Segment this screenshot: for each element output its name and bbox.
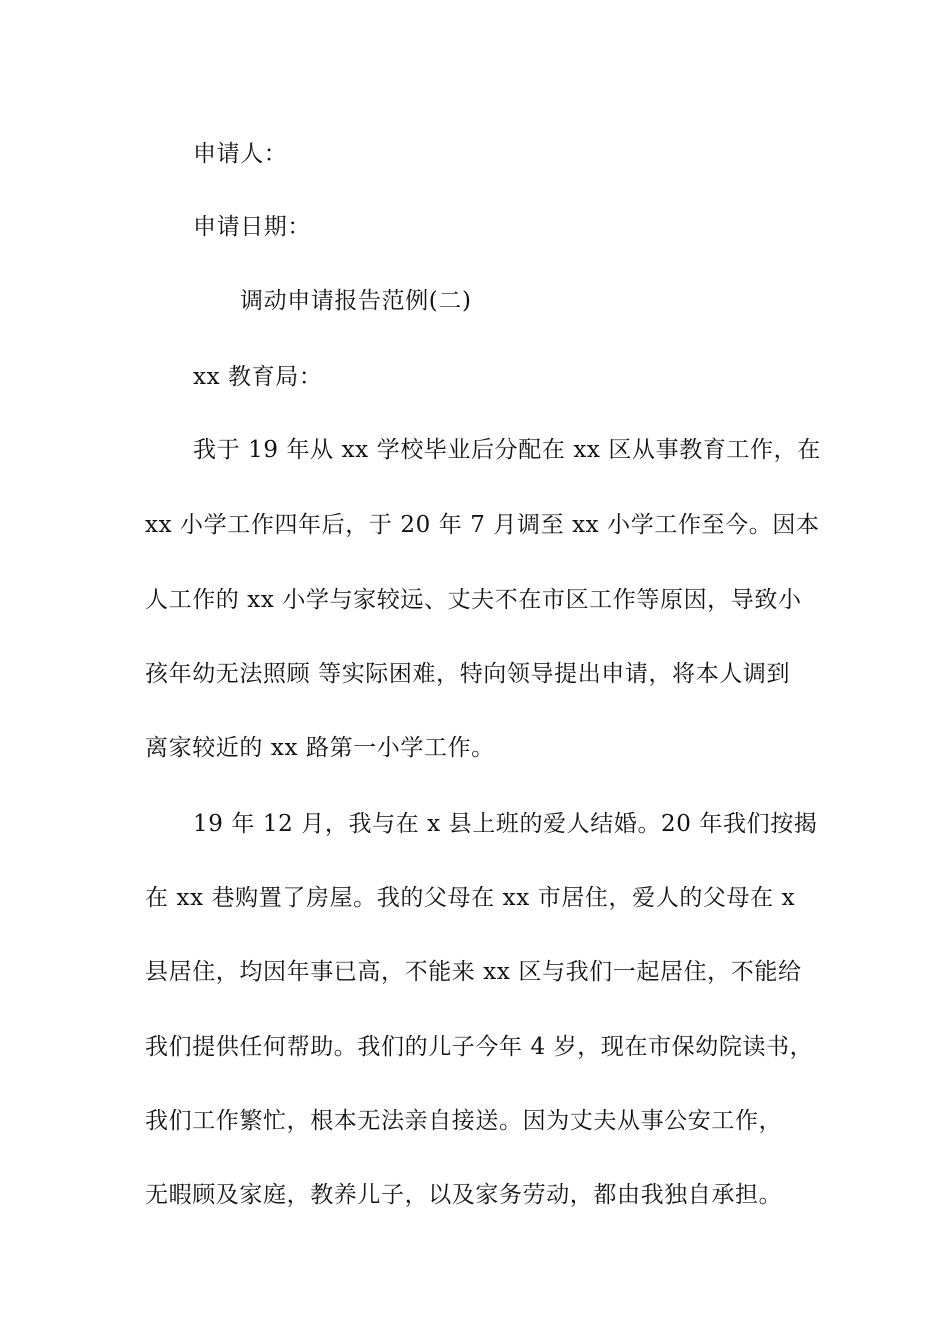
paragraph2-line: 19 年 12 月，我与在 x 县上班的爱人结婚。20 年我们按揭: [193, 811, 818, 837]
paragraph1-line: 我于 19 年从 xx 学校毕业后分配在 xx 区从事教育工作，在: [193, 437, 821, 463]
paragraph2-line: 在 xx 巷购置了房屋。我的父母在 xx 市居住，爱人的父母在 x: [145, 885, 796, 911]
paragraph1-line: 孩年幼无法照顾 等实际困难，特向领导提出申请，将本人调到: [145, 661, 791, 687]
applicant-label: 申请人：: [193, 141, 288, 167]
paragraph2-line: 我们提供任何帮助。我们的儿子今年 4 岁，现在市保幼院读书，: [145, 1034, 814, 1060]
recipient-line: xx 教育局：: [193, 364, 323, 390]
paragraph1-line: 人工作的 xx 小学与家较远、丈夫不在市区工作等原因，导致小: [145, 587, 802, 613]
paragraph2-line: 无暇顾及家庭，教养儿子，以及家务劳动，都由我独自承担。: [145, 1182, 783, 1208]
paragraph1-line: xx 小学工作四年后，于 20 年 7 月调至 xx 小学工作至今。因本: [145, 512, 820, 538]
paragraph2-line: 我们工作繁忙，根本无法亲自接送。因为丈夫从事公安工作，: [145, 1108, 783, 1134]
application-date-label: 申请日期：: [193, 214, 311, 240]
section-title: 调动申请报告范例(二): [240, 288, 472, 314]
paragraph2-line: 县居住，均因年事已高，不能来 xx 区与我们一起居住，不能给: [145, 959, 802, 985]
paragraph1-line: 离家较近的 xx 路第一小学工作。: [145, 735, 495, 761]
